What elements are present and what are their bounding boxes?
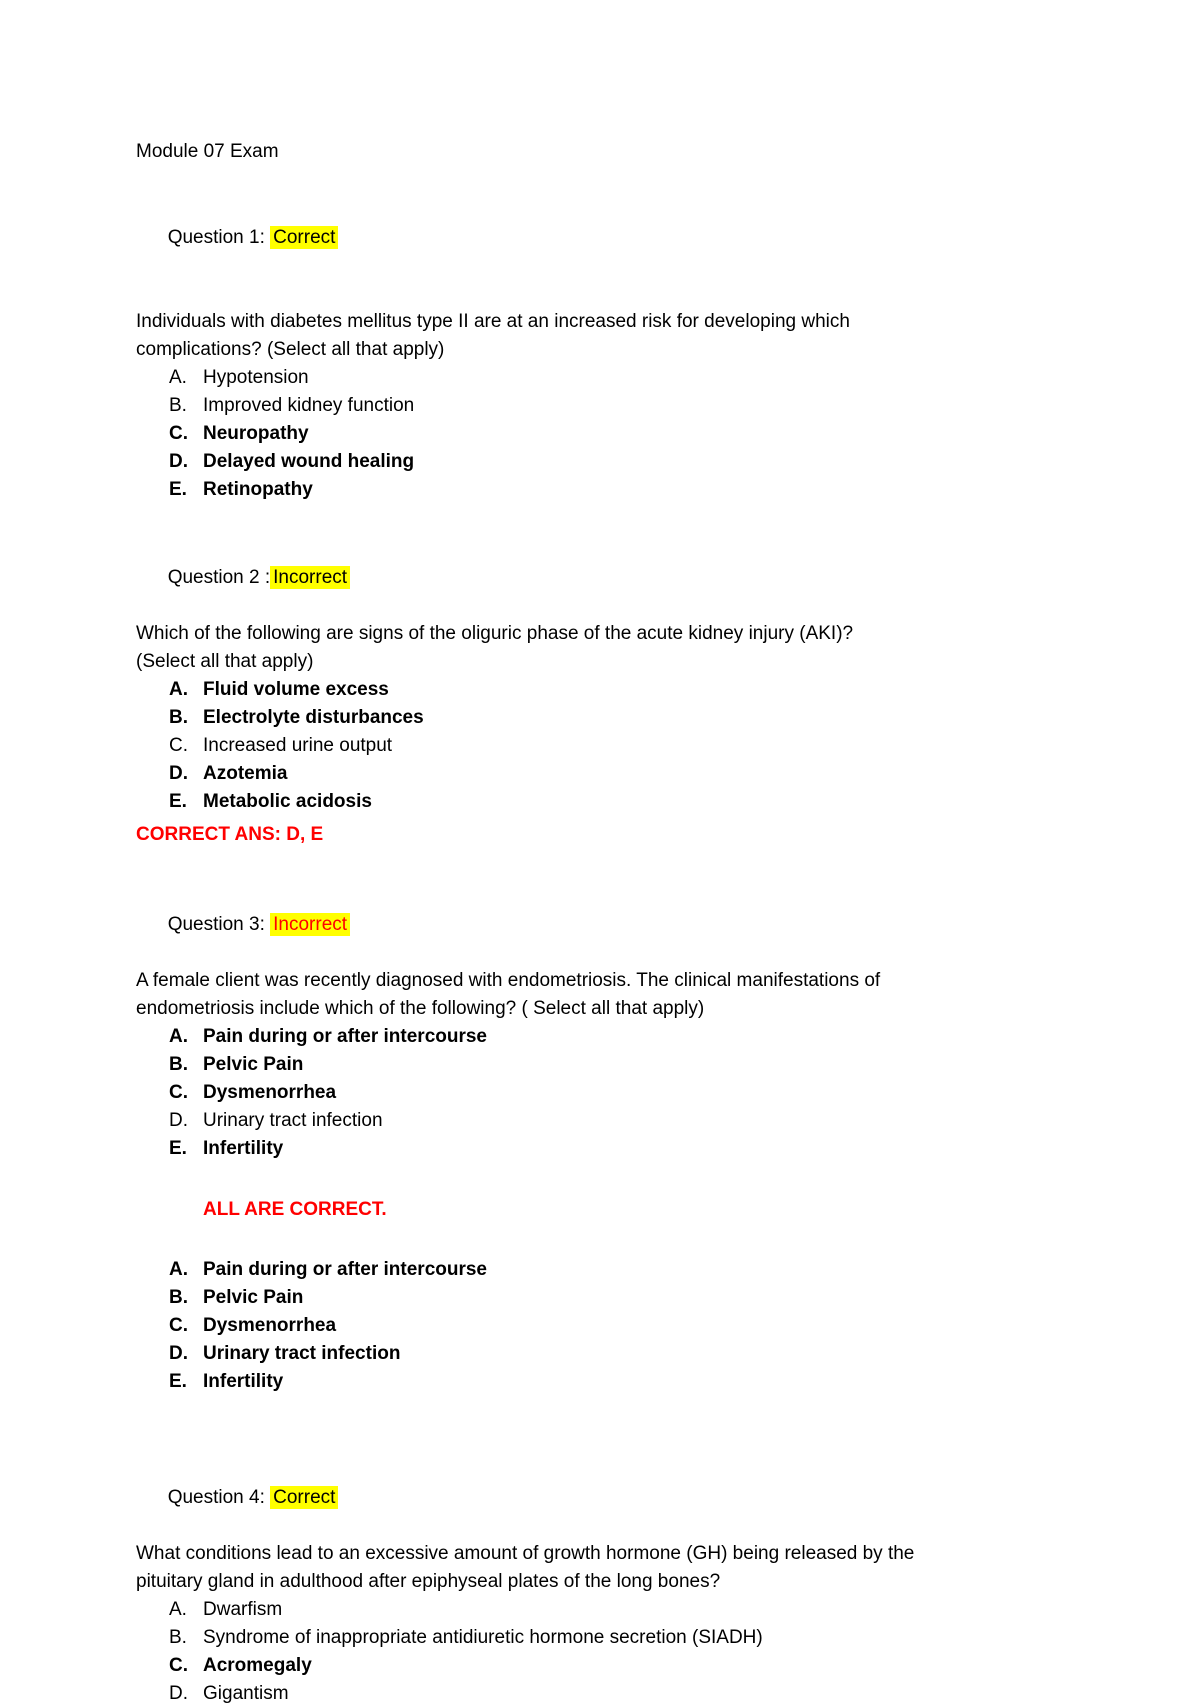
option-text: Pain during or after intercourse (203, 1026, 487, 1047)
option-row (136, 760, 1072, 788)
option-text: Urinary tract infection (203, 1110, 383, 1131)
question-4-heading (136, 1456, 1072, 1540)
option-letter: D. (169, 1110, 188, 1131)
option-text: Pelvic Pain (203, 1054, 304, 1075)
correct-answer-note: CORRECT ANS: D, E (136, 824, 324, 845)
option-text: Increased urine output (203, 735, 393, 756)
question-1-prompt-line: complications? (Select all that apply) (136, 339, 445, 360)
option-text: Infertility (203, 1138, 284, 1159)
option-row (136, 364, 1072, 392)
option-row (136, 1312, 1072, 1340)
option-letter: E. (169, 1138, 187, 1159)
option-text: Metabolic acidosis (203, 791, 372, 812)
option-letter: D. (169, 763, 188, 784)
option-letter: C. (169, 1315, 188, 1336)
option-text: Retinopathy (203, 479, 313, 500)
question-1-prompt-line: Individuals with diabetes mellitus type II are at an increased risk for developing which (136, 311, 850, 332)
option-row (136, 1340, 1072, 1368)
option-row (136, 704, 1072, 732)
option-row (136, 1023, 1072, 1051)
option-letter: D. (169, 451, 188, 472)
option-row (136, 1256, 1072, 1284)
option-row (136, 476, 1072, 504)
option-text: Dysmenorrhea (203, 1082, 337, 1103)
question-3-prompt-line: endometriosis include which of the following? ( Select all that apply) (136, 998, 705, 1019)
option-letter: E. (169, 791, 187, 812)
option-letter: A. (169, 1599, 187, 1620)
question-3-heading (136, 883, 1072, 967)
question-4 (136, 1456, 1072, 1708)
option-row (136, 1107, 1072, 1135)
option-letter: C. (169, 735, 188, 756)
option-letter: C. (169, 1655, 188, 1676)
option-letter: E. (169, 479, 187, 500)
option-letter: C. (169, 1082, 188, 1103)
question-4-status-badge: Correct (270, 1486, 338, 1509)
option-letter: B. (169, 1054, 188, 1075)
option-text: Syndrome of inappropriate antidiuretic hormone secretion (SIADH) (203, 1627, 763, 1648)
option-letter: A. (169, 367, 187, 388)
option-letter: D. (169, 1343, 188, 1364)
option-text: Dysmenorrhea (203, 1315, 337, 1336)
option-letter: B. (169, 395, 187, 416)
question-1-label: Question 1: (167, 227, 271, 248)
option-letter: A. (169, 1259, 188, 1280)
option-row (136, 420, 1072, 448)
option-letter: B. (169, 1287, 188, 1308)
question-1 (136, 196, 1072, 504)
question-1-heading (136, 196, 1072, 280)
option-letter: A. (169, 1026, 188, 1047)
option-text: Acromegaly (203, 1655, 312, 1676)
question-2-prompt-line: (Select all that apply) (136, 651, 314, 672)
option-row (136, 788, 1072, 816)
option-row (136, 1051, 1072, 1079)
option-row (136, 1079, 1072, 1107)
option-row (136, 1368, 1072, 1396)
option-letter: B. (169, 707, 188, 728)
all-correct-note: ALL ARE CORRECT. (203, 1199, 387, 1220)
option-row (136, 676, 1072, 704)
option-text: Delayed wound healing (203, 451, 415, 472)
question-3-status-badge: Incorrect (270, 913, 350, 936)
option-row (136, 1596, 1072, 1624)
option-text: Dwarfism (203, 1599, 283, 1620)
question-2-label: Question 2 : (167, 567, 271, 588)
option-row (136, 1135, 1072, 1163)
option-text: Hypotension (203, 367, 309, 388)
question-4-prompt-line: pituitary gland in adulthood after epiphyseal plates of the long bones? (136, 1571, 721, 1592)
option-text: Azotemia (203, 763, 288, 784)
option-text: Improved kidney function (203, 395, 415, 416)
question-3 (136, 883, 1072, 1396)
option-row (136, 1284, 1072, 1312)
option-text: Electrolyte disturbances (203, 707, 424, 728)
option-row (136, 448, 1072, 476)
question-3-label: Question 3: (167, 914, 271, 935)
option-text: Fluid volume excess (203, 679, 389, 700)
option-letter: B. (169, 1627, 187, 1648)
option-text: Urinary tract infection (203, 1343, 401, 1364)
option-row (136, 1652, 1072, 1680)
question-2 (136, 536, 1072, 849)
option-letter: D. (169, 1683, 188, 1704)
question-3-prompt-line: A female client was recently diagnosed with endometriosis. The clinical manifestations of (136, 970, 881, 991)
option-text: Infertility (203, 1371, 284, 1392)
option-row (136, 1624, 1072, 1652)
question-2-prompt-line: Which of the following are signs of the oliguric phase of the acute kidney injury (AKI)? (136, 623, 854, 644)
question-1-status-badge: Correct (270, 226, 338, 249)
option-row (136, 732, 1072, 760)
question-4-prompt-line: What conditions lead to an excessive amount of growth hormone (GH) being released by the (136, 1543, 915, 1564)
question-2-status-badge: Incorrect (270, 566, 350, 589)
option-text: Gigantism (203, 1683, 289, 1704)
option-letter: C. (169, 423, 188, 444)
option-row (136, 392, 1072, 420)
option-row (136, 1680, 1072, 1708)
option-text: Pain during or after intercourse (203, 1259, 487, 1280)
option-letter: E. (169, 1371, 187, 1392)
question-2-heading (136, 536, 1072, 620)
option-text: Pelvic Pain (203, 1287, 304, 1308)
option-letter: A. (169, 679, 188, 700)
document-title: Module 07 Exam (136, 141, 279, 162)
question-4-label: Question 4: (167, 1487, 271, 1508)
option-text: Neuropathy (203, 423, 309, 444)
